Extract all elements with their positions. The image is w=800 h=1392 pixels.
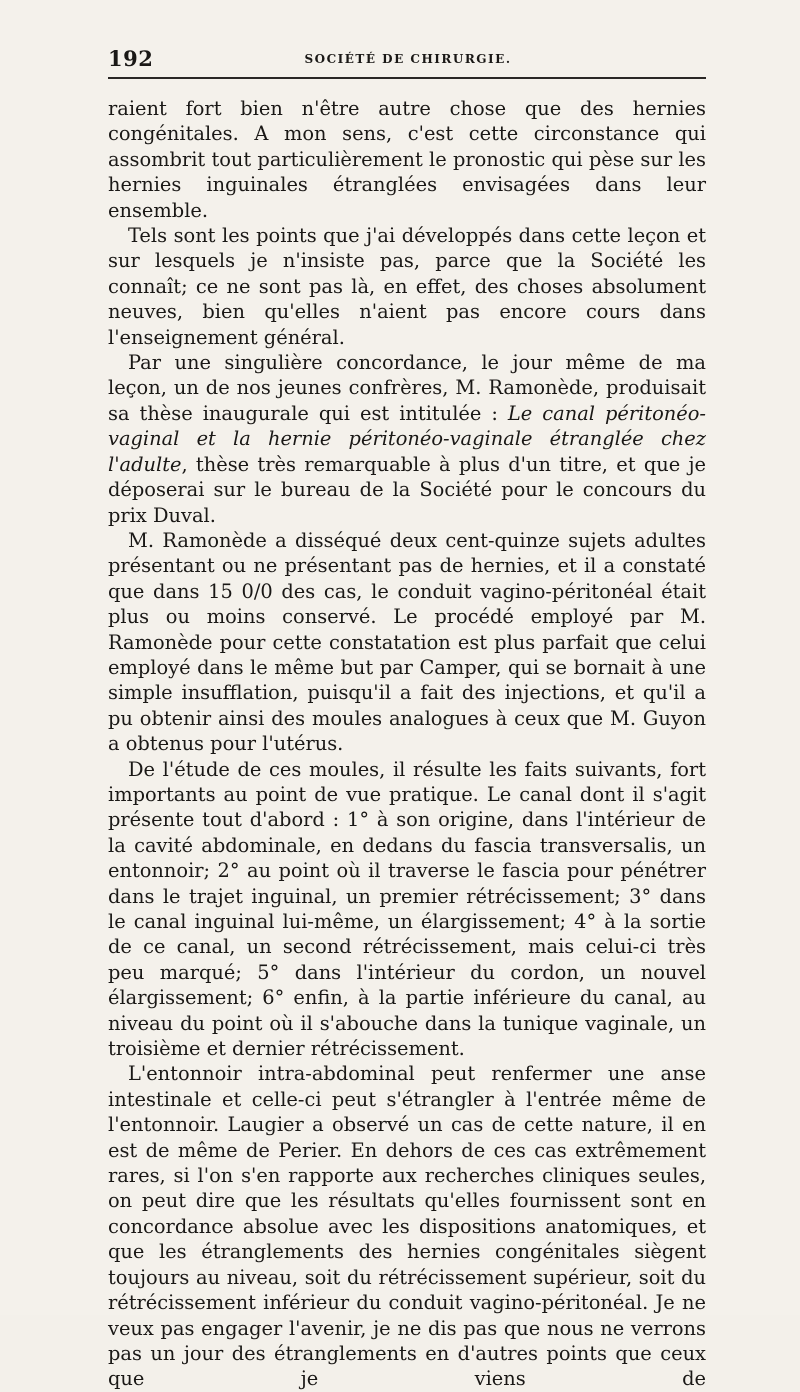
paragraph-text: Par une singulière concordance, le jour même de ma leçon, un de nos jeunes confrères, M. Ramonède, produisait sa thèse inaugurale qui est intitulée : [108, 351, 706, 425]
paragraph-open: L'entonnoir intra-abdominal peut renfermer une anse intestinale et celle-ci peut s'étrangler à l'entrée même de l'entonnoir. Laugier a observé un cas de cette nature, il en est de même de Perier. En dehors de ces cas extrêmement rares, si l'on s'en rapporte aux recherches cliniques seules, on peut dire que les résultats qu'elles fournissent sont en concordance absolue avec les dispositions anatomiques, et que les étranglements des hernies congénitales siègent toujours au niveau, soit du rétrécissement supérieur, soit du rétrécissement inférieur du conduit vagino-péritonéal. Je ne veux pas engager l'avenir, je ne dis pas que nous ne verrons pas un jour des étranglements en d'autres points que ceux que je viens de [108, 1062, 706, 1391]
paragraph-continued: raient fort bien n'être autre chose que des hernies congénitales. A mon sens, c'est cette circonstance qui assombrit tout particulièrement le pronostic qui pèse sur les hernies inguinales étranglées envisagées dans leur ensemble. [108, 97, 706, 222]
running-title: SOCIÉTÉ DE CHIRURGIE. [304, 52, 512, 66]
paragraph: Tels sont les points que j'ai développés dans cette leçon et sur lesquels je n'insiste pas, parce que la Société les connaît; ce ne sont pas là, en effet, des choses absolument neuves, bien qu'elles n'aient pas encore cours dans l'enseignement général. [108, 224, 706, 349]
paragraph: De l'étude de ces moules, il résulte les faits suivants, fort importants au point de vue pratique. Le canal dont il s'agit présente tout d'abord : 1° à son origine, dans l'intérieur de la cavité abdominale, en dedans du fascia transversalis, un entonnoir; 2° au point où il traverse le fascia pour pénétrer dans le trajet inguinal, un premier rétrécissement; 3° dans le canal inguinal lui-même, un élargissement; 4° à la sortie de ce canal, un second rétrécissement, mais celui-ci très peu marqué; 5° dans l'intérieur du cordon, un nouvel élargissement; 6° enfin, à la partie inférieure du canal, au niveau du point où il s'abouche dans la tunique vaginale, un troisième et dernier rétrécissement. [108, 757, 706, 1061]
header-rule [108, 77, 706, 79]
page-number: 192 [108, 46, 154, 71]
page-header [108, 46, 708, 76]
paragraph-thesis [108, 350, 706, 528]
thesis-title: Le canal péritonéo-vaginal et la hernie péritonéo-vaginale étranglée chez l'adulte [108, 401, 706, 476]
body-text [108, 96, 706, 1392]
paragraph-text: , thèse très remarquable à plus d'un titre, et que je déposerai sur le bureau de la Société pour le concours du prix Duval. [108, 452, 706, 527]
paragraph: M. Ramonède a disséqué deux cent-quinze sujets adultes présentant ou ne présentant pas de hernies, et il a constaté que dans 15 0/0 des cas, le conduit vagino-péritonéal était plus ou moins conservé. Le procédé employé par M. Ramonède pour cette constatation est plus parfait que celui employé dans le même but par Camper, qui se bornait à une simple insufflation, puisqu'il a fait des injections, et qu'il a pu obtenir ainsi des moules analogues à ceux que M. Guyon a obtenus pour l'utérus. [108, 528, 706, 756]
